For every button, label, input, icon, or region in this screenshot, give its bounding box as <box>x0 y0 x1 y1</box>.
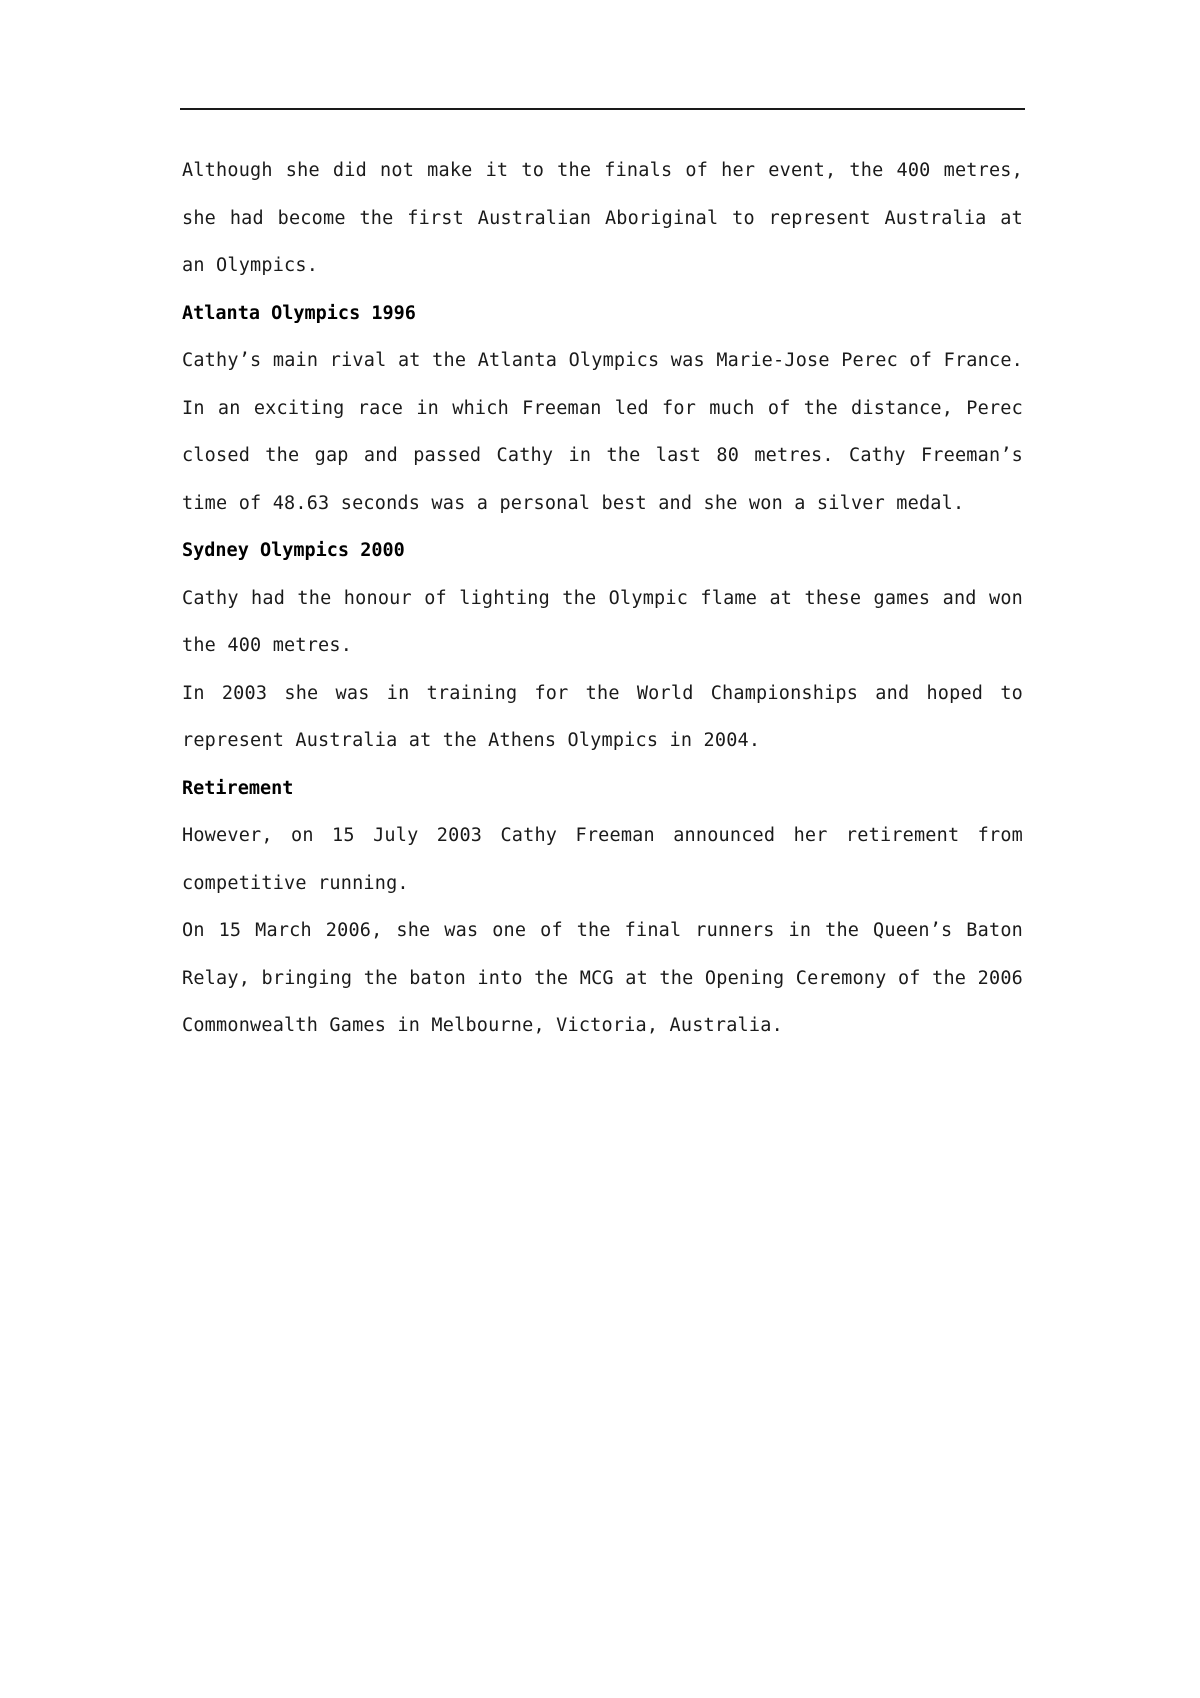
paragraph-retirement-announcement: However, on 15 July 2003 Cathy Freeman announced her retirement from competitive running. <box>182 825 1023 894</box>
paragraph-baton-relay: On 15 March 2006, she was one of the final runners in the Queen’s Baton Relay, bringing the baton into the MCG at the Opening Ceremony of the 2006 Commonwealth Games in Melbourne, Victoria, Australia. <box>182 920 1023 1036</box>
heading-atlanta-olympics: Atlanta Olympics 1996 <box>182 302 416 324</box>
header-rule <box>180 108 1025 110</box>
paragraph-athens-training: In 2003 she was in training for the World Championships and hoped to represent Australia at the Athens Olympics in 2004. <box>182 682 1023 751</box>
paragraph-atlanta-race: Cathy’s main rival at the Atlanta Olympics was Marie-Jose Perec of France. In an exciting race in which Freeman led for much of the distance, Perec closed the gap and passed Cathy in the last 80 metres. Cathy Freeman’s time of 48.63 seconds was a personal best and she won a silver medal. <box>182 350 1023 514</box>
paragraph-olympic-flame: Cathy had the honour of lighting the Olympic flame at these games and won the 400 metres. <box>182 587 1023 656</box>
paragraph-first-aboriginal: Although she did not make it to the finals of her event, the 400 metres, she had become the first Australian Aboriginal to represent Australia at an Olympics. <box>182 160 1023 276</box>
heading-sydney-olympics: Sydney Olympics 2000 <box>182 540 405 561</box>
document-body <box>182 147 1023 1050</box>
heading-retirement: Retirement <box>182 777 294 799</box>
